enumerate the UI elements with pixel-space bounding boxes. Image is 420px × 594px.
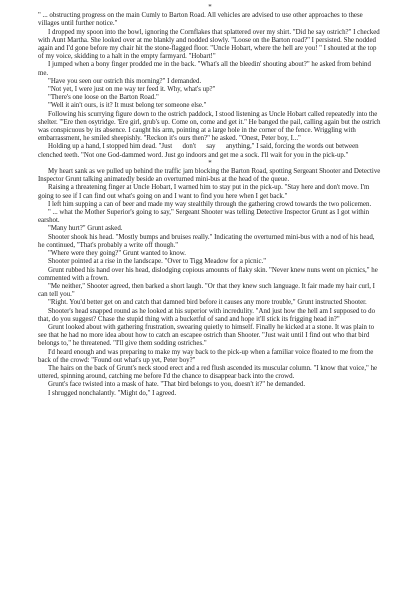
- paragraph: My heart sank as we pulled up behind the traffic jam blocking the Barton Road, spotting Sergeant Shooter and Detective Inspector Grunt talking animatedly beside an overturned mini-bus at the head of the queue.: [38, 168, 381, 184]
- paragraph: Grunt rubbed his hand over his head, dislodging copious amounts of flaky skin. "Never knew nuns went on picnics," he commented with a frown.: [38, 266, 378, 282]
- paragraph: "Where were they going?" Grunt wanted to know.: [48, 250, 186, 258]
- paragraph: I left him supping a can of beer and made my way stealthily through the gathering crowd towards the two policemen.: [48, 200, 372, 208]
- section-break: *: [208, 159, 212, 167]
- paragraph: "Me neither," Shooter agreed, then barked a short laugh. "Or that they knew such language. It fair made my hair curl, I can tell you.": [38, 282, 375, 299]
- paragraph: I dropped my spoon into the bowl, ignoring the Cornflakes that splattered over my shirt. "Did he say ostrich?" I checked with Aunt Martha. She looked over at me blankly and nodded slowly. "Loose on the Barton road?" I persisted. She nodded again and I'd gone before my chair hit the stone-flagged floor. "Uncle Hobart, where the hell are you! " I shouted at the top of my voice, skidding to a halt in the empty farmyard. "Hobart!": [38, 28, 380, 61]
- paragraph: Shooter shook his head. "Mostly bumps and bruises really." Indicating the overturned mini-bus with a nod of his head, he continued, "That's probably a write off though.": [38, 233, 375, 249]
- paragraph: I jumped when a bony finger prodded me in the back. "What's all the bleedin' shouting about?" he asked from behind me.: [38, 61, 371, 77]
- paragraph: "There's one loose on the Barton Road.": [48, 94, 159, 102]
- paragraph: Raising a threatening finger at Uncle Hobart, I warned him to stay put in the pick-up. "Stay here and don't move. I'm going to see if I can find out what's going on and I want to find you here when I get back.": [38, 184, 370, 200]
- paragraph: Holding up a hand, I stopped him dead. "Just don't say anything," I said, forcing the words out between clenched teeth. "Not one God-dammed word. Just go indoors and get me a sock. I'll wait for you in the pick-up.": [38, 143, 361, 159]
- paragraph: Shooter's head snapped round as he looked at his superior with incredulity. "And just how the hell am I supposed to do that, do you suggest? Chase the stupid thing with a bucketful of sand and hope it'll stick its frigging head in?": [38, 307, 376, 323]
- paragraph: Shooter pointed at a rise in the landscape. "Over to Tigg Meadow for a picnic.": [48, 258, 267, 266]
- paragraph: " ... obstructing progress on the main Cumly to Barton Road. All vehicles are advised to use other approaches to these villages until further notice.": [38, 12, 363, 28]
- paragraph: "Not yet, I were just on me way ter feed it. Why, what's up?": [48, 86, 216, 94]
- paragraph: I shrugged nonchalantly. "Might do," I agreed.: [48, 389, 177, 397]
- paragraph: "Well it ain't ours, is it? It must belong ter someone else.": [48, 102, 207, 110]
- section-break: *: [208, 4, 212, 11]
- paragraph: "Have you seen our ostrich this morning?" I demanded.: [48, 77, 202, 85]
- paragraph: The hairs on the back of Grunt's neck stood erect and a red flush ascended its muscular column. "I know that voice," he uttered, spinning around, catching me before I'd the chance to disappear back into the crowd.: [38, 364, 378, 381]
- paragraph: "Right. You'd better get on and catch that damned bird before it causes any more trouble," Grunt instructed Shooter.: [48, 299, 367, 307]
- paragraph: Grunt looked about with gathering frustration, swearing quietly to himself. Finally he kicked at a stone. It was plain to see that he had no more idea about how to catch an escapee ostrich than Shooter. "Just wait until I find out who that bird belongs to," he threatened. "I'll give them sodding ostriches.": [38, 323, 375, 348]
- paragraph: Grunt's face twisted into a mask of hate. "That bird belongs to you, doesn't it?" he demanded.: [48, 381, 306, 389]
- paragraph: I'd heard enough and was preparing to make my way back to the pick-up when a familiar voice floated to me from the back of the crowd: "Found out what's up yet, Peter boy?": [38, 348, 374, 364]
- paragraph: " ... what the Mother Superior's going to say," Sergeant Shooter was telling Detective Inspector Grunt as I got within earshot.: [38, 209, 370, 225]
- paragraph: Following his scurrying figure down to the ostrich paddock, I stood listening as Uncle Hobart called repeatedly into the shelter. "'Ere then osytridge. 'Ere girl, grub's up. Come on, come and get it." He banged the pail, calling again but the ostrich was conspicuous by its absence. I caught his arm, pointing at a large hole in the corner of the fence. Wriggling with embarrassment, he smiled sheepishly. "Reckon it's ours then?" he asked. "Onest, Peter boy, I...": [38, 110, 381, 143]
- section-two: [38, 168, 382, 398]
- paragraph: "Many hurt?" Grunt asked.: [48, 225, 123, 233]
- section-one: [38, 12, 382, 160]
